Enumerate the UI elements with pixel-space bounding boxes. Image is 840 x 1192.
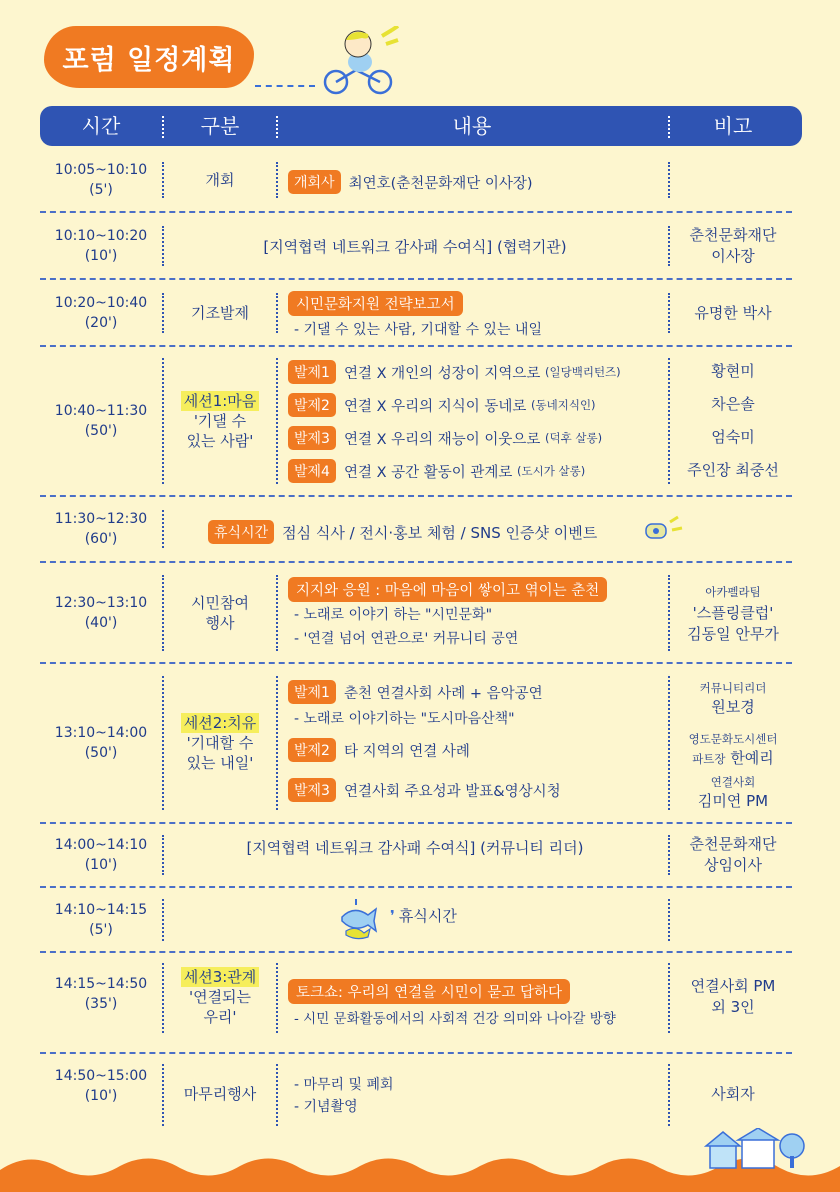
category-line: 행사 [205,614,235,632]
presentation-item [288,738,470,762]
schedule-row-session-2 [40,668,802,818]
time-cell [40,283,162,343]
time-range: 10:40~11:30 [54,403,148,419]
column-divider [276,575,278,651]
time-range: 14:10~14:15 [54,902,148,918]
houses-icon [704,1128,808,1172]
content-line [208,520,597,544]
time-range: 14:50~15:00 [54,1068,148,1084]
header-divider [668,116,670,138]
session-subtitle: '기댈 수 [193,412,247,430]
session-badge: 세션1:마음 [181,391,260,411]
session-subtitle: 우리' [203,1008,237,1026]
note-line: 김동일 안무가 [687,624,779,643]
session-badge: 세션3:관계 [181,967,260,987]
presentation-item [288,360,621,384]
content-subline: - 노래로 이야기하는 "도시마음산책" [294,711,515,727]
presentation-item [288,393,596,417]
row-divider [40,211,792,213]
schedule-row-opening [40,152,802,208]
time-range: 10:05~10:10 [54,162,148,178]
note-line: '스플링클럽' [692,603,774,622]
note-line: 커뮤니티리더 [699,681,767,695]
content-text: 춘천 연결사회 사례 + 음악공연 [343,685,543,702]
schedule-header [40,106,802,146]
content-cell [288,283,668,343]
time-cell [40,827,162,883]
content-text: 연결 X 개인의 성장이 지역으로 [343,365,541,382]
note-line: 연결사회 [710,775,756,789]
content-cell [288,350,668,492]
content-text: 휴식시간 [398,907,457,925]
fish-snack-icon [336,897,382,943]
page-title [44,26,254,88]
presentation-tag: 발제4 [288,459,336,483]
time-cell [40,891,162,949]
note-cell [668,678,798,718]
presentation-item [288,778,561,802]
time-cell [40,500,162,558]
note-cell [668,728,798,770]
content-line [288,170,533,194]
session-badge: 세션2:치유 [181,713,260,733]
content-text: 연결 X 우리의 재능이 이웃으로 [343,431,541,448]
content-text: 연결 X 우리의 지식이 동네로 [343,398,527,415]
time-range: 11:30~12:30 [54,511,148,527]
column-divider [276,963,278,1033]
column-divider [276,676,278,810]
category-cell [164,567,276,659]
time-range: 14:00~14:10 [54,837,148,853]
row-divider [40,561,792,563]
camera-icon [644,514,688,546]
presentation-item [288,459,585,483]
content-subline: - 시민 문화활동에서의 사회적 건강 의미와 나아갈 방향 [294,1011,616,1027]
topic-tag: 토크쇼: 우리의 연결을 시민이 묻고 답하다 [288,979,570,1004]
page-title-text: 포럼 일정계획 [62,44,236,76]
content-subline: - 노래로 이야기 하는 "시민문화" [294,607,493,623]
content-line [288,979,570,1004]
note-line: 외 3인 [711,998,755,1016]
duration: (35') [84,996,118,1012]
header-note: 비고 [713,114,753,138]
session-subtitle: 있는 사람' [186,432,254,450]
presentation-tag: 발제3 [288,778,336,802]
duration: (50') [84,745,118,761]
row-divider [40,278,792,280]
time-cell [40,152,162,208]
category-line: 시민참여 [191,594,249,612]
schedule-row-award-1 [40,216,802,276]
duration: (60') [84,531,118,547]
presentation-tag: 발제3 [288,426,336,450]
presentation-tag: 발제1 [288,680,336,704]
note-line: 연결사회 PM [690,977,776,995]
time-cell [40,216,162,276]
content-text: 연결 X 공간 활동이 관계로 [343,464,513,481]
duration: (10') [84,857,118,873]
session-subtitle: '연결되는 [188,988,252,1006]
note-cell: 황현미 [711,361,755,380]
presentation-item [288,426,602,450]
content-text: 최연호(춘천문화재단 이사장) [348,175,533,192]
row-divider [40,1052,792,1054]
content-subline: - 기댈 수 있는 사람, 기대할 수 있는 내일 [294,322,542,338]
schedule-row-closing [40,1058,802,1132]
note-line: 김미연 PM [697,792,769,810]
time-range: 13:10~14:00 [54,725,148,741]
duration: (5') [89,182,113,198]
content-subline: - '연결 넘어 연관으로' 커뮤니티 공연 [294,631,519,647]
content-span: [지역협력 네트워크 감사패 수여식] (협력기관) [263,237,567,256]
schedule-row-award-2 [40,827,802,883]
content-text: 연결사회 주요성과 발표&영상시청 [343,783,561,800]
category-cell [164,957,276,1037]
row-divider [40,951,792,953]
category-cell [164,350,276,492]
schedule-row-keynote [40,283,802,343]
time-cell [40,567,162,659]
session-subtitle: '기대할 수 [186,734,254,752]
time-cell [40,668,162,818]
header-content: 내용 [452,114,492,138]
break-tag: 휴식시간 [208,520,274,544]
cyclist-illustration-icon [318,26,413,98]
time-range: 12:30~13:10 [54,595,148,611]
group-name: (덕후 살롱) [545,431,603,445]
presentation-tag: 발제2 [288,738,336,762]
content-line [390,905,457,926]
note-cell [668,827,798,883]
note-line: 한예리 [730,748,774,767]
time-range: 14:15~14:50 [54,976,148,992]
note-cell [668,567,798,659]
category-cell: 기조발제 [191,304,249,322]
column-divider [668,162,670,198]
note-line: 이사장 [711,247,755,265]
header-divider [162,116,164,138]
group-name: (일당백리턴즈) [545,365,621,379]
header-category: 구분 [200,114,240,138]
duration: (10') [84,248,118,264]
content-text: 점심 식사 / 전시·홍보 체험 / SNS 인증샷 이벤트 [282,523,598,542]
note-cell: 사회자 [711,1084,755,1103]
presentation-item [288,680,543,704]
column-divider [276,1064,278,1126]
content-span: [지역협력 네트워크 감사패 수여식] (커뮤니티 리더) [246,838,584,857]
group-name: (도시가 살롱) [517,464,586,478]
duration: (20') [84,315,118,331]
header-time: 시간 [81,114,121,138]
presentation-tag: 발제2 [288,393,336,417]
speaker-tag: 개회사 [288,170,341,194]
presentation-tag: 발제1 [288,360,336,384]
schedule-row-session-3 [40,957,802,1049]
row-divider [40,662,792,664]
note-cell: 주인장 최중선 [687,460,779,479]
content-subline: - 기념촬영 [294,1099,358,1115]
row-divider [40,495,792,497]
content-cell [288,1058,668,1130]
note-cell [668,957,798,1037]
schedule-row-citizen-event [40,567,802,659]
time-range: 10:20~10:40 [54,295,148,311]
note-cell: 유명한 박사 [694,303,772,322]
schedule-row-break [40,891,802,949]
header-divider [276,116,278,138]
schedule-row-lunch [40,500,802,558]
session-subtitle: 있는 내일' [186,754,254,772]
time-cell [40,350,162,492]
note-line: 파트장 [692,751,726,766]
duration: (40') [84,615,118,631]
content-subline: - 마무리 및 폐회 [294,1077,394,1093]
note-cell: 엄숙미 [711,427,755,446]
column-divider [162,510,164,548]
column-divider [162,899,164,941]
time-cell [40,1058,162,1114]
note-line: 영도문화도시센터 [688,731,778,746]
category-cell: 개회 [205,171,235,189]
note-cell [668,216,798,276]
content-cell [288,567,668,659]
time-range: 10:10~10:20 [54,228,148,244]
content-cell [288,668,668,818]
category-cell [164,668,276,818]
note-line: 춘천문화재단 [689,835,777,853]
row-divider [40,345,792,347]
steam-icon: ❜ [390,906,395,925]
schedule-row-session-1 [40,350,802,492]
note-line: 아카펠라팀 [705,584,761,599]
note-line: 춘천문화재단 [689,226,777,244]
time-cell [40,957,162,1031]
content-line [288,291,463,316]
topic-tag: 시민문화지원 전략보고서 [288,291,463,316]
note-line: 원보경 [711,698,755,716]
content-cell [288,152,668,208]
row-divider [40,822,792,824]
category-cell: 마무리행사 [183,1085,257,1103]
title-dash-decoration [255,85,315,87]
column-divider [276,162,278,198]
topic-tag: 지지와 응원 : 마음에 마음이 쌓이고 엮이는 춘천 [288,577,607,602]
note-cell [668,772,798,812]
content-text: 타 지역의 연결 사례 [343,743,470,760]
note-line: 상임이사 [704,856,762,874]
duration: (10') [84,1088,118,1104]
content-line [288,577,607,602]
duration: (50') [84,423,118,439]
note-cell: 차은솔 [711,394,755,413]
group-name: (동네지식인) [531,398,596,412]
content-cell [288,957,668,1037]
column-divider [276,293,278,333]
column-divider [276,358,278,484]
row-divider [40,886,792,888]
column-divider [668,899,670,941]
duration: (5') [89,922,113,938]
